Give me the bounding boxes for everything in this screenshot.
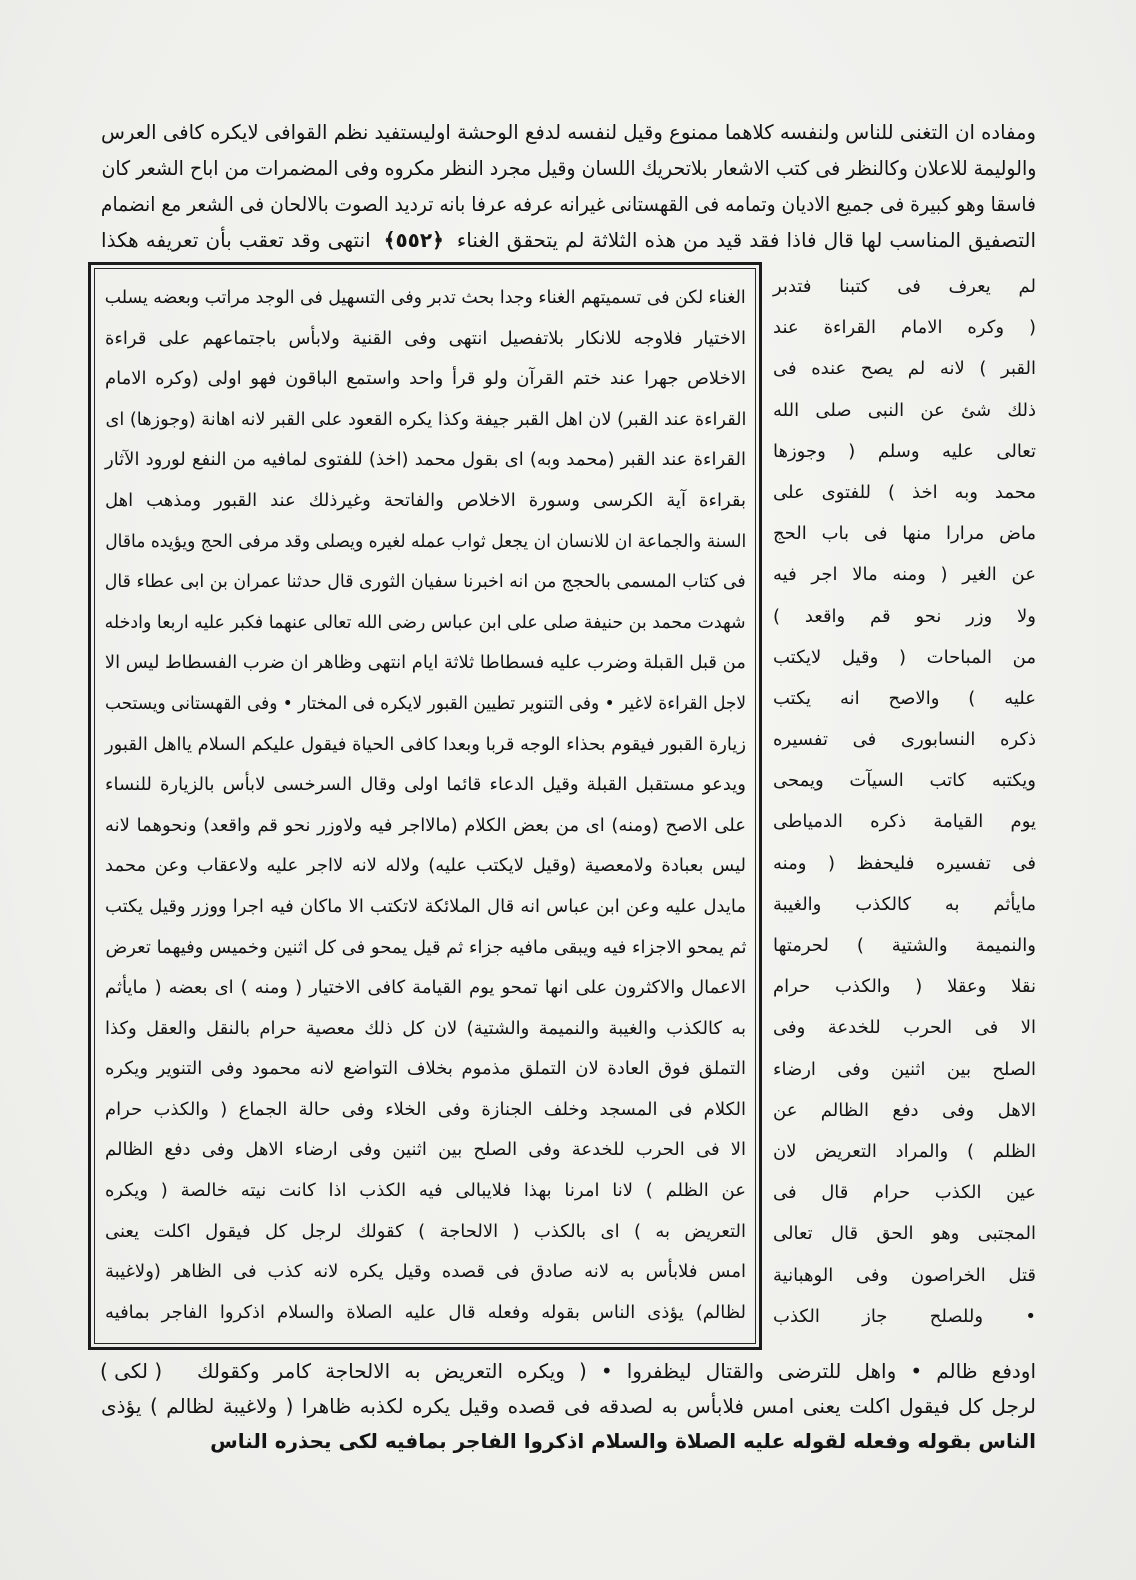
margin-line-text: الصلح بين اثنين وفى ارضاء — [773, 1058, 1036, 1080]
box-line — [104, 278, 746, 319]
margin-line-text: الظلم ) والمراد التعريض لان — [773, 1140, 1036, 1162]
box-line — [104, 1090, 746, 1131]
box-line-text: ويدعو مستقبل القبلة وقيل الدعاء قائما اولى وقال السرخسى لابأس بالزيارة للنساء — [105, 774, 746, 796]
margin-line — [772, 513, 1036, 554]
header-line — [100, 222, 1036, 258]
box-line-text: لظالم) يؤذى الناس بقوله وفعله قال عليه الصلاة والسلام اذكروا الفاجر بمافيه — [105, 1301, 746, 1323]
margin-line — [772, 1213, 1036, 1254]
box-line — [104, 359, 746, 400]
header-line-text: التصفيق المناسب لها قال فاذا فقد قيد من هذه الثلاثة لم يتحقق الغناء — [456, 228, 1036, 252]
margin-line — [772, 348, 1036, 389]
box-line-text: من قبل القبلة وضرب عليه فسطاطا ثلاثة ايام انتهى وظاهر ان ضرب الفسطاط ليس الا — [105, 652, 746, 674]
box-line-text: الاخلاص جهرا عند ختم القرآن ولو قرأ واحد واستمع الباقون فهو اولى (وكره الامام — [105, 368, 746, 390]
box-line — [104, 1212, 746, 1253]
box-line-text: مايدل عليه وعن ابن عباس انه قال الملائكة لاتكتب الا ماكان فيه اجرا ووزر وقيل يكتب — [105, 895, 746, 917]
footer-line-text: الناس بقوله وفعله لقوله عليه الصلاة والسلام اذكروا الفاجر بمافيه لكى يحذره الناس — [210, 1429, 1036, 1453]
margin-line — [772, 1049, 1036, 1090]
margin-line — [772, 1090, 1036, 1131]
margin-line-text: فى تفسيره فليحفظ ( ومنه — [773, 852, 1036, 874]
box-line — [104, 765, 746, 806]
margin-line — [772, 431, 1036, 472]
footer-line — [100, 1389, 1036, 1424]
header-line-text: والوليمة للاعلان وكالنظر فى كتب الاشعار بلاتحريك اللسان وقيل مجرد النظر مكروه وفى المضمرات من اباح الشعر كان — [101, 156, 1036, 180]
margin-line — [772, 843, 1036, 884]
header-line — [100, 114, 1036, 150]
box-line-text: زيارة القبور فيقوم بحذاء الوجه قربا وبعدا كافى الحياة فيقول عليكم السلام يااهل القبور — [105, 733, 746, 755]
box-line-text: التعريض به ) اى بالكذب ( الالحاجة ) كقولك لرجل كل فيقول اكلت يعنى — [105, 1220, 746, 1242]
box-line-text: فى كتاب المسمى بالحجج من انه اخبرنا سفيان الثورى قال حدثنا عمران بن ابى عطاء قال — [105, 571, 746, 593]
margin-line-text: محمد وبه اخذ ) للفتوى على — [773, 481, 1036, 503]
box-line — [104, 440, 746, 481]
margin-line-text: الاهل وفى دفع الظالم عن — [773, 1099, 1036, 1121]
box-line-text: القراءة عند القبر (محمد وبه) اى بقول محمد (اخذ) للفتوى لمافيه من النفع لورود الآثار — [105, 449, 746, 471]
margin-line-text: لم يعرف فى كتبنا فتدبر — [773, 276, 1036, 297]
box-line-text: امس فلابأس به لانه صادق فى قصده وقيل يكره لانه كذب فى الظاهر (ولاغيبة — [105, 1261, 746, 1283]
margin-line-text: نقلا وعقلا ( والكذب حرام — [773, 976, 1036, 998]
margin-line — [772, 307, 1036, 348]
margin-line — [772, 884, 1036, 925]
margin-line — [772, 554, 1036, 595]
box-line-text: الغناء لكن فى تسميتهم الغناء وجدا بحث تدبر وفى التسهيل فى الوجد مراتب وبعضه يسلب — [105, 287, 746, 308]
margin-line — [772, 266, 1036, 307]
box-line-text: الاعمال والاكثرون على انها تمحو يوم القيامة كافى الاختيار ( ومنه ) اى بعضه ( مايأثم — [105, 977, 746, 999]
margin-line-text: ولا وزر نحو قم واقعد ) — [773, 605, 1036, 627]
box-line — [104, 806, 746, 847]
box-line — [104, 603, 746, 644]
margin-line-text: المجتبى وهو الحق قال تعالى — [773, 1223, 1036, 1245]
margin-line — [772, 678, 1036, 719]
margin-line — [772, 1255, 1036, 1296]
header-line-group — [101, 222, 1036, 258]
commentary-box-text — [104, 278, 746, 1333]
header-line — [100, 186, 1036, 222]
margin-line-text: عين الكذب حرام قال فى — [773, 1182, 1036, 1204]
box-line-text: بقراءة آية الكرسى وسورة الاخلاص والفاتحة وغيرذلك عند القبور ومذهب اهل — [105, 489, 746, 511]
margin-line-text: • وللصلح جاز الكذب — [773, 1305, 1036, 1327]
box-line-text: التملق فوق العادة لان التملق مذموم بخلاف التواضع لانه محمود وفى التنوير ويكره — [105, 1058, 746, 1080]
footer-line-text: لرجل كل فيقول اكلت يعنى امس فلابأس به لصدقه فى قصده وقيل يكره لكذبه ظاهرا ( ولاغيبة لظالم ) يؤذى — [101, 1394, 1036, 1418]
box-line — [104, 1252, 746, 1293]
margin-line-text: ذلك شئ عن النبى صلى الله — [773, 399, 1036, 421]
margin-line — [772, 390, 1036, 431]
margin-line — [772, 596, 1036, 637]
margin-line — [772, 1007, 1036, 1048]
margin-line-text: قتل الخراصون وفى الوهبانية — [773, 1264, 1036, 1286]
margin-line — [772, 472, 1036, 513]
footer-line — [100, 1354, 1036, 1389]
box-line-text: لاجل القراءة لاغير • وفى التنوير تطيين القبور لايكره فى المختار • وفى القهستانى ويستحب — [105, 692, 746, 714]
margin-line-text: عليه ) والاصح انه يكتب — [773, 687, 1036, 709]
box-line — [104, 725, 746, 766]
box-line-text: به كالكذب والغيبة والنميمة والشتية) لان كل ذلك معصية حرام بالنقل والعقل وكذا — [105, 1017, 746, 1039]
box-line — [104, 887, 746, 928]
margin-line-text: ويكتبه كاتب السيآت ويمحى — [773, 770, 1036, 792]
header-line — [100, 150, 1036, 186]
footer-last-line — [100, 1424, 1036, 1459]
box-line — [104, 1130, 746, 1171]
footer-paragraph — [100, 1354, 1036, 1459]
margin-line-text: مايأثم به كالكذب والغيبة — [773, 893, 1036, 915]
page-number-marker: ﴿٥٥٢﴾ — [383, 228, 444, 252]
margin-line — [772, 637, 1036, 678]
box-line — [104, 928, 746, 969]
box-line-text: عن الظلم ) لانا امرنا بهذا فلايبالى فيه الكذب اذا كانت نيته خالصة ( ويكره — [105, 1180, 746, 1202]
footer-line-text: اودفع ظالم • واهل للترضى والقتال ليظفروا • ( ويكره التعريض به الالحاجة كامر وكقولك — [197, 1359, 1036, 1383]
header-line-text: انتهى وقد تعقب بأن تعريفه هكذا — [101, 228, 371, 252]
margin-line — [772, 966, 1036, 1007]
box-line — [104, 1293, 746, 1334]
margin-line — [772, 719, 1036, 760]
box-line — [104, 400, 746, 441]
margin-line-text: الا فى الحرب للخدعة وفى — [773, 1017, 1036, 1039]
margin-line-text: ( وكره الامام القراءة عند — [773, 317, 1036, 339]
margin-line-text: ذكره النسابورى فى تفسيره — [773, 729, 1036, 751]
box-line-text: ليس بعبادة ولامعصية (وقيل لايكتب عليه) ولاله لانه لااجر عليه ولاعقاب وعن محمد — [105, 855, 746, 877]
box-line — [104, 846, 746, 887]
margin-line-text: من المباحات ( وقيل لايكتب — [773, 646, 1036, 668]
box-line — [104, 684, 746, 725]
box-line — [104, 1049, 746, 1090]
margin-line-text: تعالى عليه وسلم ( وجوزها — [773, 440, 1036, 462]
box-line-text: القراءة عند القبر) لان اهل القبر جيفة وكذا يكره القعود على القبر لانه اهانة (وجوزها) اى — [105, 408, 746, 430]
box-line — [104, 562, 746, 603]
box-line-text: الا فى الحرب للخدعة وفى الصلح بين اثنين وفى ارضاء الاهل وفى دفع الظالم — [105, 1139, 746, 1161]
margin-line — [772, 1131, 1036, 1172]
margin-line — [772, 1296, 1036, 1337]
margin-line-text: القبر ) لانه لم يصح عنده فى — [773, 358, 1036, 380]
header-line-text: فاسقا وهو كبيرة فى جميع الاديان وتمامه فى القهستانى غيرانه عرفه عرفا بانه ترديد الصوت بالالحان فى الشعر مع انضمام — [101, 192, 1036, 216]
margin-line-text: ماض مرارا منها فى باب الحج — [773, 523, 1036, 545]
header-paragraph — [100, 114, 1036, 258]
margin-line-text: عن الغير ( ومنه مالا اجر فيه — [773, 564, 1036, 586]
box-line — [104, 522, 746, 563]
box-line — [104, 1009, 746, 1050]
box-line-text: شهدت محمد بن حنيفة صلى على ابن عباس رضى الله تعالى عنهما فكبر عليه اربعا وادخله — [105, 611, 746, 633]
margin-line-text: يوم القيامة ذكره الدمياطى — [773, 811, 1036, 833]
box-line — [104, 319, 746, 360]
margin-line — [772, 925, 1036, 966]
header-line-text: ومفاده ان التغنى للناس ولنفسه كلاهما ممنوع وقيل لنفسه لدفع الوحشة اوليستفيد نظم القوافى لايكره كافى العرس — [101, 120, 1036, 144]
box-line-text: الكلام فى المسجد وخلف الجنازة وفى الخلاء وفى حالة الجماع ( والكذب حرام — [105, 1098, 746, 1120]
margin-line-text: والنميمة والشتية ) لحرمتها — [773, 935, 1036, 956]
box-line — [104, 968, 746, 1009]
box-line-text: ثم يمحو الاجزاء فيه ويبقى مافيه جزاء ثم قيل يمحو فى كل اثنين وخميس وفيهما تعرض — [105, 936, 746, 958]
box-line — [104, 481, 746, 522]
margin-line — [772, 760, 1036, 801]
box-line-text: الاختيار فلاوجه للانكار بلاتفصيل انتهى وفى القنية ولابأس باجتماعهم على قراءة — [105, 327, 746, 349]
box-line — [104, 1171, 746, 1212]
margin-line — [772, 1172, 1036, 1213]
margin-commentary-column — [772, 266, 1036, 1337]
box-line — [104, 643, 746, 684]
catchword: ( لكى ) — [100, 1359, 163, 1383]
margin-line — [772, 801, 1036, 842]
box-line-text: السنة والجماعة ان للانسان ان يجعل ثواب عمله لغيره ويصلى وقد مرفى الحج ويؤيده ماقال — [105, 530, 746, 552]
box-line-text: على الاصح (ومنه) اى من بعض الكلام (مالااجر فيه ولاوزر نحو قم واقعد) ونحوهما لانه — [105, 814, 746, 836]
